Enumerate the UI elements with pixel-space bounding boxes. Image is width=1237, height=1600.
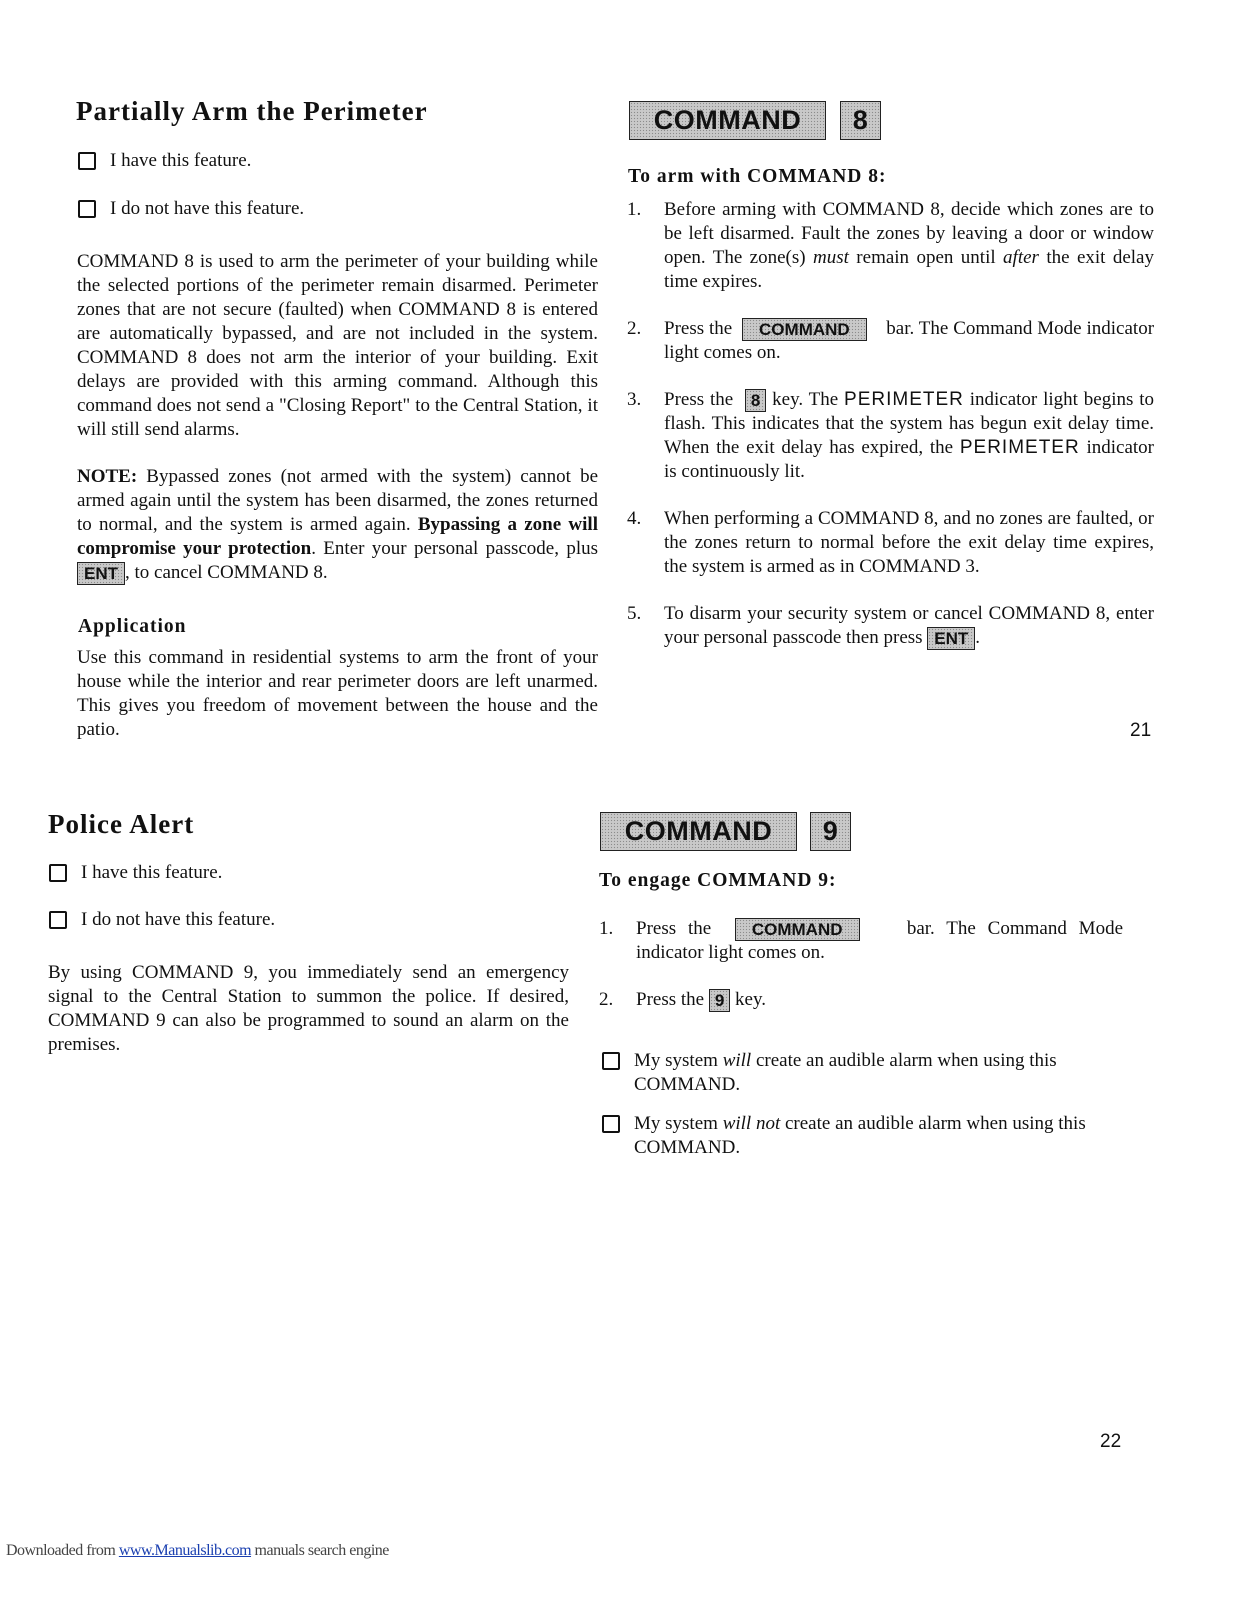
step-text: To disarm your security system or cancel COMMAND 8, enter your personal passcode then press [664,603,1154,649]
step-emphasis: after [1003,247,1039,268]
audible-will-checkbox[interactable] [600,1049,1123,1097]
step-1 [599,917,1123,965]
step-3 [627,388,1154,484]
page-number-22: 22 [1100,1431,1122,1452]
steps-heading: To engage COMMAND 9: [599,870,837,891]
checkbox-icon [78,200,96,218]
feature-have-checkbox[interactable] [78,150,251,172]
note-text: Bypassed zones (not armed with the system) cannot be armed again until the system has been disarmed, the zones returned to normal, and the system is armed again. [77,466,598,535]
command-key: COMMAND [742,318,867,341]
note-end: , to cancel COMMAND 8. [125,562,328,583]
ent-key: ENT [77,562,125,585]
ent-key: ENT [927,627,975,650]
application-heading: Application [78,616,187,637]
page-number-21: 21 [1130,720,1152,741]
step-text: indicator light begins to flash. This indicates that the system has begun exit delay time. When the exit delay has expired, the [664,389,1154,459]
manualslib-link[interactable]: www.Manualslib.com [118,1542,252,1559]
step-4 [627,507,1154,579]
step-number: 2. [627,318,642,339]
command-key-badge: COMMAND [629,101,826,140]
perimeter-label: PERIMETER [844,389,964,411]
note-paragraph [77,465,598,585]
checkbox-icon [78,152,96,170]
checkbox-label: I have this feature. [81,862,223,883]
option-text-part: My system [634,1113,723,1134]
step-text: Press the [636,989,705,1011]
checkbox-icon [602,1115,620,1133]
note-warning: Bypassing a zone will compromise your protection [77,514,598,559]
step-text: Press the [664,389,734,411]
nine-key: 9 [709,989,730,1012]
audible-wont-checkbox[interactable] [600,1112,1123,1160]
step-number: 2. [599,989,614,1011]
option-text [600,1049,1123,1097]
perimeter-label: PERIMETER [959,437,1080,459]
step-text: indicator is continuously lit. [664,437,1154,483]
page21-title: Partially Arm the Perimeter [76,96,428,126]
eight-key: 8 [745,389,766,412]
checkbox-icon [49,911,67,929]
step-number: 3. [627,389,642,411]
step-text: key. [735,989,766,1011]
step-number: 1. [627,199,642,220]
engage-steps-list [599,917,1123,1035]
checkbox-icon [602,1052,620,1070]
step-text: Press the [664,318,733,339]
step-text: key. The [772,389,839,411]
option-text-part: create an audible alarm when using this COMMAND. [634,1050,1057,1095]
arm-steps-list [627,198,1154,673]
step-text: the exit delay time expires. [664,247,1154,292]
application-paragraph: Use this command in residential systems to arm the front of your house while the interior and rear perimeter doors are left unarmed. This gives you freedom of movement between the house and the patio. [77,647,598,740]
command-key: COMMAND [735,918,860,941]
step-number: 4. [627,508,642,530]
step-text: bar. The Command Mode indicator light comes on. [664,318,1155,364]
option-text [600,1112,1123,1160]
feature-not-checkbox[interactable] [49,909,275,931]
step-text: remain open until [848,247,1004,268]
checkbox-label: I do not have this feature. [81,909,276,930]
step-1 [627,198,1154,294]
page22-title: Police Alert [48,809,195,839]
step-number: 1. [599,918,614,939]
command-key-badge: COMMAND [600,812,797,851]
step-5 [627,602,1154,650]
step-text: . [975,627,981,649]
option-emphasis: will not [722,1113,781,1134]
step-text: bar. The Command Mode indicator light comes on. [636,918,1123,964]
option-text-part: create an audible alarm when using this COMMAND. [634,1113,1086,1158]
footer-suffix: manuals search engine [251,1542,389,1559]
checkbox-label: I do not have this feature. [110,198,305,219]
feature-not-checkbox[interactable] [78,198,304,220]
number-key-badge: 8 [840,101,881,140]
step-text: When performing a COMMAND 8, and no zones are faulted, or the zones return to normal before the exit delay time expires, the system is armed as in COMMAND 3. [664,508,1154,578]
feature-have-checkbox[interactable] [49,862,222,884]
option-emphasis: will [722,1050,752,1071]
police-intro-paragraph: By using COMMAND 9, you immediately send an emergency signal to the Central Station to summon the police. If desired, COMMAND 9 can also be programmed to sound an alarm on the premises. [48,962,569,1055]
note-label: NOTE: [77,466,138,487]
step-number: 5. [627,603,642,625]
checkbox-label: I have this feature. [110,150,252,171]
checkbox-icon [49,864,67,882]
option-text-part: My system [634,1050,723,1071]
steps-heading: To arm with COMMAND 8: [628,166,887,187]
step-2 [599,988,1123,1012]
step-emphasis: must [813,247,849,268]
download-footer [6,1542,389,1560]
step-text: Press the [636,918,712,939]
step-2 [627,317,1154,365]
note-after: . Enter your personal passcode, plus [311,538,599,559]
number-key-badge: 9 [810,812,851,851]
step-text: Before arming with COMMAND 8, decide which zones are to be left disarmed. Fault the zones by leaving a door or window open. The zone(s) [664,199,1154,268]
intro-paragraph: COMMAND 8 is used to arm the perimeter of your building while the selected portions of the perimeter remain disarmed. Perimeter zones that are not secure (faulted) when COMMAND 8 is entered are automatically bypassed, and are not included in the system. COMMAND 8 does not arm the interior of your building. Exit delays are provided with this arming command. Although this command does not send a "Closing Report" to the Central Station, it will still send alarms. [77,251,598,440]
footer-prefix: Downloaded from [6,1542,119,1559]
